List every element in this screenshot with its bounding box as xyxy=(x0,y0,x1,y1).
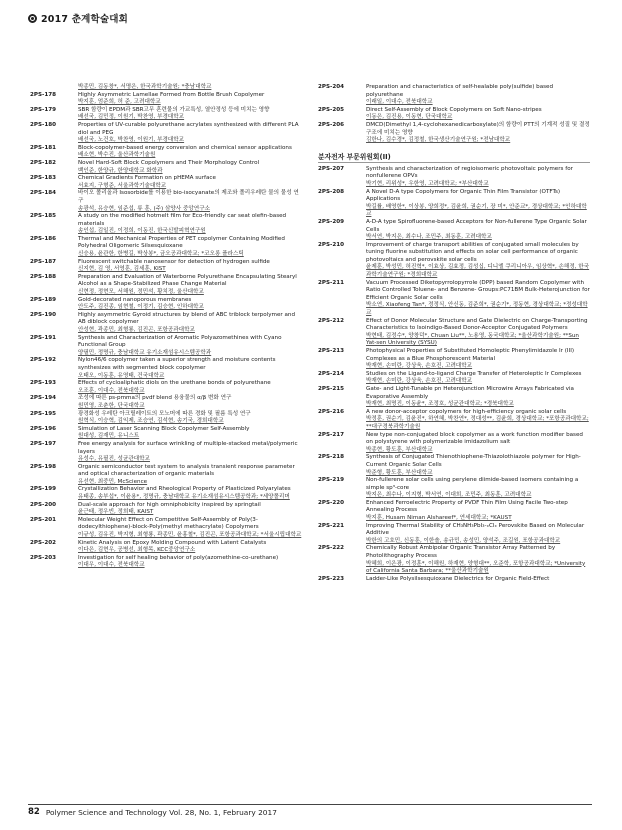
abstract-title: Nylon46/6 copolymer taken a superior strength and moisture contents synthesizes with segmented block copolymer xyxy=(78,357,276,371)
abstract-authors: 이다은, 김현우, 공병선, 최형목, KCC중앙연구소 xyxy=(78,547,196,554)
abstract-authors: 안성현, 곽종민, 최형룡, 김진곤, 포항공과대학교 xyxy=(78,327,195,333)
left-column xyxy=(30,84,302,570)
abstract-code: 2PS-178 xyxy=(30,91,57,98)
abstract-entry xyxy=(30,555,302,570)
abstract-code: 2PS-215 xyxy=(318,385,345,392)
abstract-title: New type non-conjugated block copolymer as a work function modifier based on polystyrene with polymerizable imidazolium salt xyxy=(366,431,583,446)
abstract-code: 2PS-184 xyxy=(30,190,57,197)
abstract-authors: 원대성, 김재민, 유니스트 xyxy=(78,433,140,440)
abstract-title: Highly asymmetric Gyroid structures by blend of ABC triblock terpolymer and AB diblock copolymer xyxy=(78,311,296,326)
abstract-title: DMCD(Dimethyl 1,4-cyclohexanedicarboxylate)의 함량이 PTT의 기계적 성질 및 결정구조에 미치는 영향 xyxy=(366,121,590,136)
abstract-authors: 박정훈, 권순기, 김윤진*, 하연혜, 박찬연*, 정대성**, 김윤희, 경상대학교; *포항공과대학교; **대구경북과학기술원 xyxy=(366,416,589,430)
abstract-entry xyxy=(30,312,302,335)
abstract-code: 2PS-185 xyxy=(30,213,57,220)
abstract-entry xyxy=(30,84,302,92)
abstract-code: 2PS-223 xyxy=(318,575,345,582)
abstract-authors: 유태종, 송부섭*, 이윤용*, 정명규, 충남대학교 유기소재섬유시스템공학과; *세양폴리머 xyxy=(78,494,290,501)
abstract-entry xyxy=(318,107,590,122)
abstract-body xyxy=(366,348,590,371)
abstract-entry xyxy=(318,454,590,477)
abstract-code: 2PS-181 xyxy=(30,144,57,151)
abstract-code: 2PS-216 xyxy=(318,408,345,415)
abstract-title: Fluorescent switchable nanosensor for detection of hydrogen sulfide xyxy=(78,258,270,265)
abstract-title: Enhanced Ferroelectric Property of PVDF Thin Film Using Facile Two-step Annealing Process xyxy=(366,499,568,514)
abstract-body xyxy=(366,576,590,584)
abstract-authors: 오태오, 이동훈, 유영태, 건국대학교 xyxy=(78,372,165,379)
abstract-entry xyxy=(318,280,590,318)
abstract-code: 2PS-211 xyxy=(318,279,345,286)
abstract-authors: 박혜희, 이은광, 이정훈*, 이해원, 하재현, 양형대**, 오준학, 포항공과대학교; *University of California Santa Barbara; **울산과학기술원 xyxy=(366,560,586,575)
abstract-code: 2PS-221 xyxy=(318,522,345,529)
abstract-body xyxy=(78,441,302,464)
abstract-entry xyxy=(318,348,590,371)
abstract-entry xyxy=(30,190,302,213)
abstract-authors: 신승용, 윤관한, 한병길, 박상봉*, 금오공과대학교; *코오롱 플라스틱 xyxy=(78,251,244,258)
abstract-title: Investigation for self healing behavior of poly(azomethine-co-urethane) xyxy=(78,554,279,561)
abstract-body xyxy=(366,219,590,242)
abstract-title: Block-copolymer-based energy conversion and chemical sensor applications xyxy=(78,144,292,151)
abstract-body xyxy=(78,297,302,312)
journal-info: Polymer Science and Technology Vol. 28, No. 1, February 2017 xyxy=(45,807,277,817)
abstract-title: 광경화성 우레탄 아크릴레이트의 모노머에 따른 경화 및 필름 특성 연구 xyxy=(78,410,251,417)
abstract-authors: 박종현, 황도훈, 부산대학교 xyxy=(366,446,433,453)
abstract-entry xyxy=(318,523,590,546)
abstract-code: 2PS-209 xyxy=(318,218,345,225)
abstract-body xyxy=(78,335,302,358)
abstract-body xyxy=(78,486,302,501)
abstract-body xyxy=(78,464,302,487)
abstract-entry xyxy=(30,517,302,540)
abstract-title: A study on the modified hotmelt film for Eco-friendly car seat olefin-based materials xyxy=(78,213,287,227)
abstract-entry xyxy=(30,540,302,555)
abstract-body xyxy=(78,395,302,410)
abstract-code: 2PS-194 xyxy=(30,395,57,402)
abstract-authors: 원혁식, 이승혁, 김익제, 조승연, 김석현, 송기국, 경희대학교 xyxy=(78,418,224,425)
abstract-code: 2PS-183 xyxy=(30,175,57,182)
abstract-body xyxy=(78,160,302,175)
abstract-code: 2PS-186 xyxy=(30,235,57,242)
abstract-entry xyxy=(30,357,302,380)
abstract-entry xyxy=(30,274,302,297)
abstract-body xyxy=(78,84,302,92)
abstract-code: 2PS-219 xyxy=(318,477,345,484)
abstract-title: Vacuum Processed Diketopyrrolopyrrole (DPP) based Random Copolymer with Ratio Controlled Toluene- and Benzene- Groups:PC71BM Bulk-Heterojunction for Efficient Organic Solar cells xyxy=(366,279,590,301)
abstract-entry xyxy=(318,500,590,523)
abstract-body xyxy=(366,432,590,455)
abstract-authors: 배선국, 노건호, 박찬영, 이원기, 부경대학교 xyxy=(78,137,185,144)
abstract-code: 2PS-193 xyxy=(30,380,57,387)
abstract-entry xyxy=(30,426,302,441)
abstract-authors: 박한의 고호민, 신동훈, 이한솔, 송규민, 송성민, 양석주, 조길원, 포항공과대학교 xyxy=(366,537,561,544)
abstract-code: 2PS-217 xyxy=(318,431,345,438)
abstract-body xyxy=(366,477,590,500)
abstract-title: Synthesis and characterization of regioisomeric photovoltaic polymers for nonfullerene OPVs xyxy=(366,165,573,180)
abstract-code: 2PS-208 xyxy=(318,188,345,195)
abstract-authors: 유선현, 최중민, McScience xyxy=(78,478,148,485)
abstract-code xyxy=(30,84,78,92)
abstract-code: 2PS-198 xyxy=(30,463,57,470)
abstract-entry xyxy=(318,432,590,455)
abstract-code: 2PS-204 xyxy=(318,84,345,90)
abstract-title: 조성에 따른 ps-pmma의 pvdf blend 용융물의 α/β 변화 연구 xyxy=(78,395,232,402)
abstract-code: 2PS-197 xyxy=(30,440,57,447)
abstract-authors: 원민영, 조춘한, 단국대학교 xyxy=(78,402,145,409)
abstract-authors: 배선국, 김민정, 이원기, 박찬영, 부경대학교 xyxy=(78,114,185,121)
abstract-code: 2PS-182 xyxy=(30,159,57,166)
abstract-authors: 박재현, 손미란, 강상욱, 손호진, 고려대학교 xyxy=(366,363,473,370)
abstract-authors: 박지은, 최수나, 이지형, 박서연, 이대희, 조민주, 최동훈, 고려대학교 xyxy=(366,492,532,499)
abstract-authors: 이대우, 이대수, 전북대학교 xyxy=(78,562,145,569)
abstract-entry xyxy=(318,371,590,386)
abstract-entry xyxy=(318,318,590,348)
abstract-authors: 신현정, 정현모, 서해원, 정민석, 황치정, 울산대학교 xyxy=(78,289,204,296)
abstract-body xyxy=(78,92,302,107)
abstract-code: 2PS-218 xyxy=(318,454,345,461)
abstract-code: 2PS-214 xyxy=(318,370,345,377)
abstract-title: Chemically Robust Ambipolar Organic Transistor Array Patterned by Photolithography Process xyxy=(366,545,556,560)
abstract-body xyxy=(78,145,302,160)
abstract-title: Studies on the Ligand-to-ligand Charge Transfer of Heteroleptic Ir Complexes xyxy=(366,370,582,377)
footer-divider xyxy=(28,804,592,805)
page-number: 82 xyxy=(28,807,40,817)
abstract-body xyxy=(78,380,302,395)
abstract-body xyxy=(366,500,590,523)
abstract-code: 2PS-179 xyxy=(30,106,57,113)
right-entries-top xyxy=(318,84,590,145)
abstract-title: Thermal and Mechanical Properties of PET copolymer Containing Modified Polyhedral Oligomeric Silsesquioxane xyxy=(78,235,285,250)
abstract-body xyxy=(78,259,302,274)
abstract-code: 2PS-202 xyxy=(30,539,57,546)
abstract-authors: 이동은, 김진용, 이동현, 단국대학교 xyxy=(366,114,453,121)
abstract-entry xyxy=(318,84,590,107)
right-entries-bottom xyxy=(318,166,590,584)
abstract-authors: 유성수, 유필진, 성균관대학교 xyxy=(78,456,150,463)
abstract-title: 바이오 폴리올과 Isosorbide를 이용한 bio-isocyanate의 제조와 폴리우레탄 물의 물성 연구 xyxy=(78,190,299,204)
abstract-body xyxy=(78,312,302,335)
abstract-code: 2PS-210 xyxy=(318,241,345,248)
abstract-body xyxy=(78,107,302,122)
abstract-title: Ladder-Like Polysilsesquioxane Dielectrics for Organic Field-Effect xyxy=(366,575,550,582)
abstract-entry xyxy=(30,464,302,487)
conference-logo-icon xyxy=(28,14,37,23)
abstract-body xyxy=(78,517,302,540)
abstract-entry xyxy=(318,122,590,145)
abstract-body xyxy=(78,555,302,570)
abstract-body xyxy=(366,523,590,546)
abstract-entry xyxy=(30,411,302,426)
abstract-entry xyxy=(318,576,590,584)
abstract-body xyxy=(366,409,590,432)
abstract-title: Effects of cycloaliphatic diols on the urethane bonds of polyurethane xyxy=(78,380,271,387)
abstract-title: Molecular Weight Effect on Competitive Self-Assembly of Poly(3-dodecylthiophene)-block-Poly(methyl methacrylate) Copolymers xyxy=(78,516,259,531)
abstract-code: 2PS-190 xyxy=(30,311,57,318)
abstract-body xyxy=(366,545,590,575)
abstract-entry xyxy=(30,236,302,259)
abstract-title: A-D-A type Spirofluorene-based Acceptors for Non-fullerene Type Organic Solar Cells xyxy=(366,218,587,233)
abstract-body xyxy=(78,122,302,145)
section-heading: 분자전자 부문위원회(II) xyxy=(318,151,590,163)
abstract-code: 2PS-205 xyxy=(318,106,345,113)
abstract-entry xyxy=(30,297,302,312)
abstract-entry xyxy=(30,380,302,395)
abstract-title: Direct Self-Assembly of Block Copolymers on Soft Nano-stripes xyxy=(366,106,542,113)
abstract-body xyxy=(366,107,590,122)
abstract-entry xyxy=(30,486,302,501)
abstract-body xyxy=(366,386,590,409)
abstract-authors: 윤근태, 정우빈, 정희태, KAIST xyxy=(78,509,154,516)
abstract-code: 2PS-206 xyxy=(318,121,345,128)
abstract-code: 2PS-201 xyxy=(30,516,57,523)
abstract-code: 2PS-199 xyxy=(30,486,57,493)
abstract-body xyxy=(366,242,590,280)
abstract-authors: 박현태, 김정수*, 양창덕*, Chuan Liu**, 노용영, 동국대학교; *울산과학기술원; **Sun Yat-sen University (SYSU) xyxy=(366,332,579,347)
abstract-authors: 김한나, 김수경*, 김정철, 한국생산기술연구원; *전남대학교 xyxy=(366,137,511,144)
abstract-entry xyxy=(30,259,302,274)
abstract-title: Preparation and characteristics of self-healable poly(sulfide) based polyurethane xyxy=(366,84,554,98)
abstract-entry xyxy=(30,122,302,145)
abstract-body xyxy=(78,274,302,297)
abstract-body xyxy=(78,236,302,259)
abstract-title: Dual-scale approach for high omniphobicity inspired by springtail xyxy=(78,501,261,508)
abstract-authors: 박종민, 김동창*, 서명은, 한국과학기술원; *충남대학교 xyxy=(78,84,212,90)
abstract-authors: 배소현, 박수진, 울산과학기술원 xyxy=(78,152,156,159)
abstract-body xyxy=(78,213,302,236)
right-column xyxy=(318,84,590,583)
abstract-authors: 박재현, 최명진, 이동윤*, 조정호, 성균관대학교; *경북대학교 xyxy=(366,401,514,408)
abstract-entry xyxy=(30,107,302,122)
abstract-title: Non-fullerene solar cells using perylene diimide-based isomers containing a simple sp³-core xyxy=(366,477,579,491)
abstract-body xyxy=(78,190,302,213)
abstract-authors: 박기현, 리위성*, 우한영, 고려대학교; *부산대학교 xyxy=(366,180,489,187)
abstract-title: Novel Hard-Soft Block Copolymers and Their Morphology Control xyxy=(78,159,260,166)
abstract-entry xyxy=(30,441,302,464)
abstract-code: 2PS-213 xyxy=(318,348,345,354)
abstract-authors: 윤제훈, 박성민, 허진혁*, 이효상, 김효정, 김성십, 디니엘 쿠리니아우, 임상혁*, 손해정, 한국과학기술연구원; *경희대학교 xyxy=(366,264,590,279)
abstract-entry xyxy=(318,166,590,189)
abstract-body xyxy=(78,357,302,380)
abstract-entry xyxy=(318,189,590,219)
abstract-authors: 양필민, 정명규, 충남대학교 유기소재섬유시스템공학과 xyxy=(78,349,212,356)
abstract-code: 2PS-192 xyxy=(30,357,57,364)
abstract-title: A new donor-acceptor copolymers for high-efficiency organic solar cells xyxy=(366,408,567,415)
abstract-title: A Novel D-A type Copolymers for Organic Thin Film Transistor (OTFTs) Applications xyxy=(366,188,561,203)
abstract-authors: 박준형, 황도훈, 부산대학교 xyxy=(366,469,433,476)
abstract-body xyxy=(366,189,590,219)
abstract-code: 2PS-220 xyxy=(318,499,345,506)
page-footer xyxy=(28,807,592,817)
abstract-entry xyxy=(30,395,302,410)
abstract-code: 2PS-188 xyxy=(30,273,57,280)
abstract-entry xyxy=(30,92,302,107)
abstract-entry xyxy=(318,242,590,280)
abstract-entry xyxy=(30,145,302,160)
abstract-body xyxy=(366,166,590,189)
abstract-title: Crystallization Behavior and Rheological Property of Plasticized Polyarylates xyxy=(78,486,291,493)
abstract-entry xyxy=(30,502,302,517)
abstract-body xyxy=(78,502,302,517)
abstract-authors: 박서연, 박지은, 최수나, 조민주, 최동훈, 고려대학교 xyxy=(366,234,492,241)
abstract-authors: 박재현, 손미란, 강상욱, 손호진, 고려대학교 xyxy=(366,378,473,385)
abstract-body xyxy=(78,411,302,426)
abstract-authors: 박지훈, Husam Niman Alshareef*, 연세대학교; *KAUST xyxy=(366,515,512,522)
header-title: 2017 춘계학술대회 xyxy=(41,14,129,25)
abstract-authors: 신지현, 김 영, 서영훈, 김세훈, KIST xyxy=(78,266,166,273)
abstract-authors: 박소연, Xiaofeng Tan*, 정정식, 안신동, 김준희*, 권순기*, 정동현, 경상대학교; *정성대학교 xyxy=(366,302,588,317)
abstract-authors: 백인준, 한양규, 한양대학교 화학과 xyxy=(78,167,163,174)
abstract-entry xyxy=(30,335,302,358)
abstract-entry xyxy=(318,545,590,575)
abstract-body xyxy=(78,540,302,555)
abstract-authors: 안도주, 김진종, 임현철, 이정기, 김승현, 인하대학교 xyxy=(78,304,204,311)
abstract-entry xyxy=(30,175,302,190)
abstract-title: Gold-decorated nanoporous membranes xyxy=(78,296,192,303)
abstract-code: 2PS-196 xyxy=(30,425,57,432)
abstract-body xyxy=(78,426,302,441)
abstract-title: SBR 함량이 EPDM과 SBR고무 혼련물의 가교특성, 열안정성 등에 미치는 영향 xyxy=(78,106,270,113)
abstract-authors: 서효지, 구형준, 서울과학기술대학교 xyxy=(78,182,167,189)
abstract-body xyxy=(366,280,590,318)
abstract-entry xyxy=(318,219,590,242)
abstract-code: 2PS-191 xyxy=(30,334,57,341)
abstract-title: Organic semiconductor test system to analysis transient response parameter and optical characterization of organic materials xyxy=(78,463,295,478)
abstract-title: Gate- and Light-Tunable pn Heterojunction Microwire Arrays Fabricated via Evaporative Assembly xyxy=(366,385,574,400)
abstract-title: Highly Asymmetric Lamellae Formed from Bottle Brush Copolymer xyxy=(78,91,265,98)
abstract-authors: 오조훈, 이대수, 전북대학교 xyxy=(78,387,145,394)
abstract-entry xyxy=(318,477,590,500)
abstract-code: 2PS-212 xyxy=(318,317,345,324)
abstract-authors: 송인섭, 김일진, 이정희, 이동진, 한국신발피혁연구원 xyxy=(78,228,206,235)
abstract-title: Improving Thermal Stability of CH₃NH₃PbI₃-ₓClₓ Perovskite Based on Molecular Additive xyxy=(366,522,585,537)
abstract-title: Photophysical Properties of Substituted Homoleptic Phenylimidazole Ir (III) Complexes as a Blue Phosphorescent Material xyxy=(366,348,575,362)
abstract-authors: 이규성, 김유진, 박지형, 최형룡, 곽종민, 윤홍철*, 김진곤, 포항공과대학교; *서울시립대학교 xyxy=(78,532,302,539)
abstract-entry xyxy=(318,409,590,432)
abstract-body xyxy=(366,318,590,348)
abstract-code: 2PS-222 xyxy=(318,545,345,552)
abstract-entry xyxy=(30,213,302,236)
abstract-title: Effect of Donor Molecular Structure and Gate Dielectric on Charge-Transporting Characteristics to Isoindigo-Based Donor-Acceptor Conjugated Polymers xyxy=(366,317,588,332)
abstract-authors: 박지훈, 엄준희, 허 준, 고려대학교 xyxy=(78,99,161,106)
abstract-title: Synthesis of Conjugated Thienothiophene-Thiazolothiazole polymer for High-Current Organic Solar Cells xyxy=(366,454,581,468)
abstract-body xyxy=(366,371,590,386)
abstract-code: 2PS-187 xyxy=(30,258,57,265)
abstract-body xyxy=(366,84,590,107)
abstract-title: Kinetic Analysis on Epoxy Molding Compound with Latent Catalysts xyxy=(78,539,267,546)
abstract-title: Simulation of Laser Scanning Block Copolymer Self-Assembly xyxy=(78,425,250,432)
abstract-code: 2PS-203 xyxy=(30,554,57,561)
abstract-title: Improvement of charge transport abilities of conjugated small molecules by tuning fluorine substitution and effects on solar cell performance of organic photovoltaics and perovskite solar cells xyxy=(366,241,579,263)
abstract-title: Free energy analysis for surface wrinkling of multiple-stacked metal/polymeric layers xyxy=(78,440,298,455)
page-header xyxy=(28,10,128,26)
abstract-title: Synthesis and Characterization of Aromatic Polyazomethines with Cyano Functional Group xyxy=(78,334,282,349)
abstract-code: 2PS-189 xyxy=(30,296,57,303)
abstract-entry xyxy=(318,386,590,409)
abstract-authors: 송광석, 유승현, 임준섭, 류 훈, (주) 삼양사 중앙연구소 xyxy=(78,205,210,212)
abstract-authors: 박길률, 배영한*, 이상봉, 양희정*, 김윤희, 권순기, 장 미*, 안준교*, 경상대학교; *인하대학교 xyxy=(366,203,587,218)
abstract-body xyxy=(366,454,590,477)
abstract-body xyxy=(78,175,302,190)
abstract-code: 2PS-195 xyxy=(30,410,57,417)
abstract-entry xyxy=(30,160,302,175)
abstract-title: Preparation and Evaluation of Waterborne Polyurethane Encapsulating Stearyl Alcohol as a Shape-Stabilized Phase Change Material xyxy=(78,273,297,288)
abstract-title: Chemical Gradients Formation on pHEMA surface xyxy=(78,175,216,182)
abstract-title: Properties of UV-curable polyurethane acrylates synthesized with different PLA diol and PEG xyxy=(78,121,299,136)
abstract-code: 2PS-207 xyxy=(318,165,345,172)
abstract-code: 2PS-200 xyxy=(30,501,57,508)
abstract-body xyxy=(366,122,590,145)
abstract-authors: 이래일, 이대수, 전북대학교 xyxy=(366,99,433,106)
abstract-code: 2PS-180 xyxy=(30,121,57,128)
